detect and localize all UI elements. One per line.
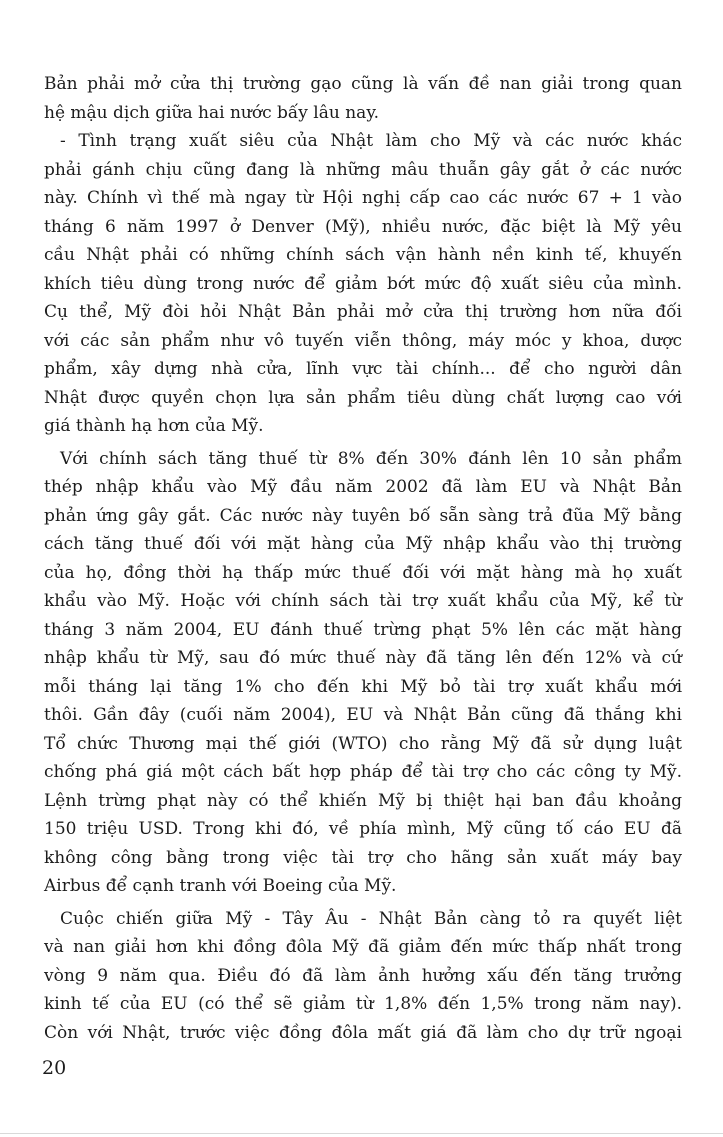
paragraph-1 [44,70,682,127]
paragraph-2 [44,127,682,441]
text-line: khích tiêu dùng trong nước để giảm bớt mức độ xuất siêu của mình. [44,273,682,294]
text-line: thôi. Gần đây (cuối năm 2004), EU và Nhật Bản cũng đã thắng khi [44,705,682,725]
text-line: Nhật được quyền chọn lựa sản phẩm tiêu dùng chất lượng cao với [44,387,682,408]
text-line: tháng 3 năm 2004, EU đánh thuế trừng phạt 5% lên các mặt hàng [44,619,682,640]
text-line: 150 triệu USD. Trong khi đó, về phía mình, Mỹ cũng tố cáo EU đã [44,819,682,839]
text-line: phản ứng gây gắt. Các nước này tuyên bố sẵn sàng trả đũa Mỹ bằng [44,505,682,526]
text-line: Airbus để cạnh tranh với Boeing của Mỹ. [44,876,397,896]
page-number: 20 [42,1057,67,1079]
page-bottom-edge [0,1133,723,1134]
text-line: và nan giải hơn khi đồng đôla Mỹ đã giảm đến mức thấp nhất trong [44,937,682,957]
paragraph-3 [44,445,682,901]
text-line: hệ mậu dịch giữa hai nước bấy lâu nay. [44,102,380,123]
text-line: tháng 6 năm 1997 ở Denver (Mỹ), nhiều nước, đặc biệt là Mỹ yêu [44,216,682,237]
text-line: mỗi tháng lại tăng 1% cho đến khi Mỹ bỏ tài trợ xuất khẩu mới [44,676,682,697]
text-line: Còn với Nhật, trước việc đồng đôla mất giá đã làm cho dự trữ ngoại [44,1022,682,1043]
text-line: nhập khẩu từ Mỹ, sau đó mức thuế này đã tăng lên đến 12% và cứ [44,648,682,668]
text-line: Tổ chức Thương mại thế giới (WTO) cho rằng Mỹ đã sử dụng luật [44,733,682,754]
text-line: phải gánh chịu cũng đang là những mâu thuẫn gây gắt ở các nước [44,159,682,180]
text-line: Lệnh trừng phạt này có thể khiến Mỹ bị thiệt hại ban đầu khoảng [44,790,682,811]
text-line: cầu Nhật phải có những chính sách vận hành nền kinh tế, khuyến [44,245,682,265]
text-line: giá thành hạ hơn của Mỹ. [44,416,264,436]
text-line: kinh tế của EU (có thể sẽ giảm từ 1,8% đến 1,5% trong năm nay). [44,994,682,1014]
paragraph-4 [44,905,682,1048]
text-line: khẩu vào Mỹ. Hoặc với chính sách tài trợ xuất khẩu của Mỹ, kể từ [44,591,682,611]
text-line: của họ, đồng thời hạ thấp mức thuế đối với mặt hàng mà họ xuất [44,562,682,583]
text-line: Cuộc chiến giữa Mỹ - Tây Âu - Nhật Bản càng tỏ ra quyết liệt [60,908,682,929]
text-line: thép nhập khẩu vào Mỹ đầu năm 2002 đã làm EU và Nhật Bản [44,477,682,497]
text-line: với các sản phẩm như vô tuyến viễn thông, máy móc y khoa, dược [44,330,682,351]
text-line: Bản phải mở cửa thị trường gạo cũng là vấn đề nan giải trong quan [44,74,682,94]
text-line: không công bằng trong việc tài trợ cho hãng sản xuất máy bay [44,847,682,868]
text-line: chống phá giá một cách bất hợp pháp để tài trợ cho các công ty Mỹ. [44,762,682,782]
text-line: vòng 9 năm qua. Điều đó đã làm ảnh hưởng xấu đến tăng trưởng [44,965,682,986]
text-line: - Tình trạng xuất siêu của Nhật làm cho Mỹ và các nước khác [60,131,682,151]
text-line: cách tăng thuế đối với mặt hàng của Mỹ nhập khẩu vào thị trường [44,534,682,554]
text-line: Cụ thể, Mỹ đòi hỏi Nhật Bản phải mở cửa thị trường hơn nữa đối [44,302,682,322]
document-page-body [44,70,682,1047]
text-line: Với chính sách tăng thuế từ 8% đến 30% đánh lên 10 sản phẩm [60,448,682,469]
text-line: này. Chính vì thế mà ngay từ Hội nghị cấp cao các nước 67 + 1 vào [44,188,682,208]
text-line: phẩm, xây dựng nhà cửa, lĩnh vực tài chính... để cho người dân [44,359,682,379]
